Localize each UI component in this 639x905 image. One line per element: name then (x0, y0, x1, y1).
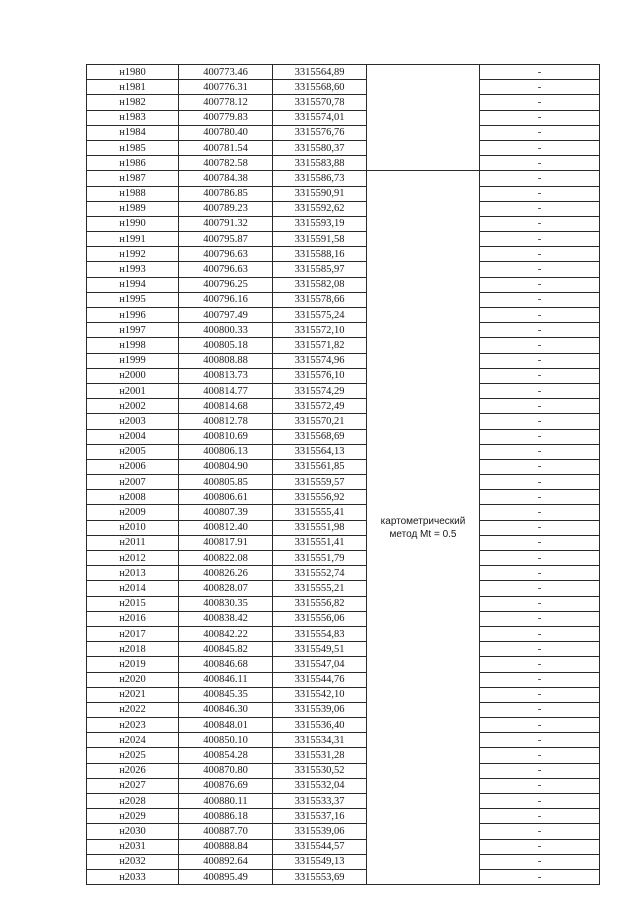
table-row (87, 292, 600, 307)
x-coordinate-cell: 400828.07 (179, 581, 273, 596)
point-name-cell: н1990 (87, 216, 179, 231)
note-cell: - (480, 794, 600, 809)
x-coordinate-cell: 400778.12 (179, 95, 273, 110)
x-coordinate-cell: 400848.01 (179, 718, 273, 733)
note-cell: - (480, 566, 600, 581)
x-coordinate-cell: 400812.40 (179, 520, 273, 535)
x-coordinate-cell: 400784.38 (179, 171, 273, 186)
y-coordinate-cell: 3315544,76 (273, 672, 367, 687)
y-coordinate-cell: 3315575,24 (273, 308, 367, 323)
note-cell: - (480, 399, 600, 414)
point-name-cell: н1999 (87, 353, 179, 368)
table-row (87, 490, 600, 505)
table-row (87, 824, 600, 839)
table-row (87, 95, 600, 110)
y-coordinate-cell: 3315568,60 (273, 80, 367, 95)
y-coordinate-cell: 3315530,52 (273, 763, 367, 778)
y-coordinate-cell: 3315564,89 (273, 65, 367, 80)
note-cell: - (480, 763, 600, 778)
y-coordinate-cell: 3315580,37 (273, 140, 367, 155)
note-cell: - (480, 232, 600, 247)
point-name-cell: н2030 (87, 824, 179, 839)
note-cell: - (480, 490, 600, 505)
point-name-cell: н2029 (87, 809, 179, 824)
y-coordinate-cell: 3315551,79 (273, 551, 367, 566)
y-coordinate-cell: 3315539,06 (273, 702, 367, 717)
y-coordinate-cell: 3315592,62 (273, 201, 367, 216)
table-row (87, 854, 600, 869)
note-cell: - (480, 475, 600, 490)
table-row (87, 368, 600, 383)
table-row (87, 65, 600, 80)
point-name-cell: н2031 (87, 839, 179, 854)
x-coordinate-cell: 400780.40 (179, 125, 273, 140)
y-coordinate-cell: 3315551,98 (273, 520, 367, 535)
point-name-cell: н1994 (87, 277, 179, 292)
note-cell: - (480, 292, 600, 307)
point-name-cell: н1982 (87, 95, 179, 110)
point-name-cell: н2017 (87, 626, 179, 641)
table-row (87, 581, 600, 596)
x-coordinate-cell: 400895.49 (179, 869, 273, 884)
x-coordinate-cell: 400812.78 (179, 414, 273, 429)
y-coordinate-cell: 3315544,57 (273, 839, 367, 854)
point-name-cell: н2013 (87, 566, 179, 581)
table-row (87, 247, 600, 262)
y-coordinate-cell: 3315583,88 (273, 156, 367, 171)
y-coordinate-cell: 3315556,92 (273, 490, 367, 505)
x-coordinate-cell: 400789.23 (179, 201, 273, 216)
y-coordinate-cell: 3315570,21 (273, 414, 367, 429)
table-row (87, 611, 600, 626)
point-name-cell: н2022 (87, 702, 179, 717)
y-coordinate-cell: 3315571,82 (273, 338, 367, 353)
table-row (87, 672, 600, 687)
x-coordinate-cell: 400887.70 (179, 824, 273, 839)
note-cell: - (480, 201, 600, 216)
table-row (87, 535, 600, 550)
note-cell: - (480, 216, 600, 231)
x-coordinate-cell: 400892.64 (179, 854, 273, 869)
y-coordinate-cell: 3315578,66 (273, 292, 367, 307)
point-name-cell: н1992 (87, 247, 179, 262)
x-coordinate-cell: 400782.58 (179, 156, 273, 171)
note-cell: - (480, 353, 600, 368)
note-cell: - (480, 642, 600, 657)
table-row (87, 156, 600, 171)
note-cell: - (480, 839, 600, 854)
note-cell: - (480, 262, 600, 277)
note-cell: - (480, 308, 600, 323)
note-cell: - (480, 551, 600, 566)
note-cell: - (480, 444, 600, 459)
y-coordinate-cell: 3315555,21 (273, 581, 367, 596)
note-cell: - (480, 65, 600, 80)
point-name-cell: н2028 (87, 794, 179, 809)
x-coordinate-cell: 400807.39 (179, 505, 273, 520)
x-coordinate-cell: 400842.22 (179, 626, 273, 641)
y-coordinate-cell: 3315549,13 (273, 854, 367, 869)
y-coordinate-cell: 3315574,29 (273, 383, 367, 398)
note-cell: - (480, 156, 600, 171)
y-coordinate-cell: 3315574,96 (273, 353, 367, 368)
method-label: картометрический (380, 515, 466, 527)
x-coordinate-cell: 400806.61 (179, 490, 273, 505)
note-cell: - (480, 626, 600, 641)
y-coordinate-cell: 3315556,82 (273, 596, 367, 611)
note-cell: - (480, 809, 600, 824)
table-row (87, 186, 600, 201)
point-name-cell: н2023 (87, 718, 179, 733)
table-row (87, 216, 600, 231)
x-coordinate-cell: 400826.26 (179, 566, 273, 581)
x-coordinate-cell: 400850.10 (179, 733, 273, 748)
point-name-cell: н2011 (87, 535, 179, 550)
point-name-cell: н1986 (87, 156, 179, 171)
y-coordinate-cell: 3315553,69 (273, 869, 367, 884)
point-name-cell: н1983 (87, 110, 179, 125)
note-cell: - (480, 338, 600, 353)
point-name-cell: н1993 (87, 262, 179, 277)
x-coordinate-cell: 400822.08 (179, 551, 273, 566)
x-coordinate-cell: 400838.42 (179, 611, 273, 626)
point-name-cell: н2019 (87, 657, 179, 672)
x-coordinate-cell: 400846.30 (179, 702, 273, 717)
x-coordinate-cell: 400796.63 (179, 247, 273, 262)
point-name-cell: н1988 (87, 186, 179, 201)
note-cell: - (480, 323, 600, 338)
x-coordinate-cell: 400814.77 (179, 383, 273, 398)
note-cell: - (480, 718, 600, 733)
y-coordinate-cell: 3315570,78 (273, 95, 367, 110)
table-row (87, 702, 600, 717)
x-coordinate-cell: 400776.31 (179, 80, 273, 95)
x-coordinate-cell: 400797.49 (179, 308, 273, 323)
table-row (87, 399, 600, 414)
table-row (87, 323, 600, 338)
table-row (87, 429, 600, 444)
note-cell: - (480, 824, 600, 839)
table-row (87, 201, 600, 216)
table-row (87, 80, 600, 95)
y-coordinate-cell: 3315532,04 (273, 778, 367, 793)
x-coordinate-cell: 400805.85 (179, 475, 273, 490)
table-row (87, 657, 600, 672)
x-coordinate-cell: 400796.63 (179, 262, 273, 277)
note-cell: - (480, 672, 600, 687)
point-name-cell: н2002 (87, 399, 179, 414)
x-coordinate-cell: 400773.46 (179, 65, 273, 80)
method-cell (367, 171, 480, 885)
y-coordinate-cell: 3315591,58 (273, 232, 367, 247)
note-cell: - (480, 702, 600, 717)
point-name-cell: н1987 (87, 171, 179, 186)
table-row (87, 262, 600, 277)
point-name-cell: н1989 (87, 201, 179, 216)
point-name-cell: н1998 (87, 338, 179, 353)
x-coordinate-cell: 400876.69 (179, 778, 273, 793)
note-cell: - (480, 429, 600, 444)
method-cell-upper (367, 65, 480, 171)
note-cell: - (480, 505, 600, 520)
note-cell: - (480, 535, 600, 550)
note-cell: - (480, 368, 600, 383)
point-name-cell: н2000 (87, 368, 179, 383)
point-name-cell: н1995 (87, 292, 179, 307)
point-name-cell: н1984 (87, 125, 179, 140)
table-row (87, 338, 600, 353)
note-cell: - (480, 80, 600, 95)
y-coordinate-cell: 3315576,76 (273, 125, 367, 140)
table-row (87, 459, 600, 474)
x-coordinate-cell: 400845.82 (179, 642, 273, 657)
note-cell: - (480, 125, 600, 140)
point-name-cell: н2032 (87, 854, 179, 869)
y-coordinate-cell: 3315586,73 (273, 171, 367, 186)
x-coordinate-cell: 400806.13 (179, 444, 273, 459)
table-row (87, 809, 600, 824)
point-name-cell: н2010 (87, 520, 179, 535)
x-coordinate-cell: 400796.16 (179, 292, 273, 307)
x-coordinate-cell: 400817.91 (179, 535, 273, 550)
table-row (87, 566, 600, 581)
note-cell: - (480, 95, 600, 110)
table-row (87, 551, 600, 566)
table-row (87, 232, 600, 247)
y-coordinate-cell: 3315582,08 (273, 277, 367, 292)
y-coordinate-cell: 3315564,13 (273, 444, 367, 459)
y-coordinate-cell: 3315561,85 (273, 459, 367, 474)
table-row (87, 839, 600, 854)
y-coordinate-cell: 3315572,49 (273, 399, 367, 414)
x-coordinate-cell: 400854.28 (179, 748, 273, 763)
point-name-cell: н2025 (87, 748, 179, 763)
note-cell: - (480, 657, 600, 672)
point-name-cell: н2033 (87, 869, 179, 884)
table-row (87, 110, 600, 125)
table-row (87, 383, 600, 398)
y-coordinate-cell: 3315533,37 (273, 794, 367, 809)
note-cell: - (480, 596, 600, 611)
coordinates-table-body (87, 65, 600, 885)
y-coordinate-cell: 3315572,10 (273, 323, 367, 338)
x-coordinate-cell: 400810.69 (179, 429, 273, 444)
x-coordinate-cell: 400804.90 (179, 459, 273, 474)
point-name-cell: н2003 (87, 414, 179, 429)
point-name-cell: н1980 (87, 65, 179, 80)
point-name-cell: н2026 (87, 763, 179, 778)
table-row (87, 520, 600, 535)
point-name-cell: н2001 (87, 383, 179, 398)
table-row (87, 718, 600, 733)
point-name-cell: н2014 (87, 581, 179, 596)
point-name-cell: н2008 (87, 490, 179, 505)
point-name-cell: н2012 (87, 551, 179, 566)
point-name-cell: н2015 (87, 596, 179, 611)
x-coordinate-cell: 400845.35 (179, 687, 273, 702)
point-name-cell: н2016 (87, 611, 179, 626)
x-coordinate-cell: 400880.11 (179, 794, 273, 809)
note-cell: - (480, 611, 600, 626)
point-name-cell: н2009 (87, 505, 179, 520)
y-coordinate-cell: 3315542,10 (273, 687, 367, 702)
point-name-cell: н2021 (87, 687, 179, 702)
note-cell: - (480, 110, 600, 125)
table-row (87, 733, 600, 748)
y-coordinate-cell: 3315547,04 (273, 657, 367, 672)
note-cell: - (480, 383, 600, 398)
table-row (87, 642, 600, 657)
y-coordinate-cell: 3315531,28 (273, 748, 367, 763)
point-name-cell: н2027 (87, 778, 179, 793)
table-row (87, 505, 600, 520)
table-row (87, 308, 600, 323)
point-name-cell: н2005 (87, 444, 179, 459)
y-coordinate-cell: 3315536,40 (273, 718, 367, 733)
table-row (87, 125, 600, 140)
note-cell: - (480, 733, 600, 748)
y-coordinate-cell: 3315534,31 (273, 733, 367, 748)
y-coordinate-cell: 3315555,41 (273, 505, 367, 520)
point-name-cell: н2006 (87, 459, 179, 474)
point-name-cell: н1991 (87, 232, 179, 247)
table-row (87, 869, 600, 884)
note-cell: - (480, 186, 600, 201)
table-row (87, 763, 600, 778)
note-cell: - (480, 140, 600, 155)
y-coordinate-cell: 3315556,06 (273, 611, 367, 626)
note-cell: - (480, 459, 600, 474)
x-coordinate-cell: 400870.80 (179, 763, 273, 778)
table-row (87, 687, 600, 702)
x-coordinate-cell: 400888.84 (179, 839, 273, 854)
y-coordinate-cell: 3315554,83 (273, 626, 367, 641)
table-row (87, 171, 600, 186)
x-coordinate-cell: 400808.88 (179, 353, 273, 368)
y-coordinate-cell: 3315593,19 (273, 216, 367, 231)
table-row (87, 778, 600, 793)
x-coordinate-cell: 400846.68 (179, 657, 273, 672)
y-coordinate-cell: 3315549,51 (273, 642, 367, 657)
point-name-cell: н1981 (87, 80, 179, 95)
table-row (87, 444, 600, 459)
x-coordinate-cell: 400795.87 (179, 232, 273, 247)
method-accuracy-label: метод Mt = 0.5 (389, 528, 457, 540)
point-name-cell: н1985 (87, 140, 179, 155)
note-cell: - (480, 687, 600, 702)
point-name-cell: н2004 (87, 429, 179, 444)
table-row (87, 414, 600, 429)
y-coordinate-cell: 3315537,16 (273, 809, 367, 824)
x-coordinate-cell: 400886.18 (179, 809, 273, 824)
y-coordinate-cell: 3315574,01 (273, 110, 367, 125)
x-coordinate-cell: 400791.32 (179, 216, 273, 231)
note-cell: - (480, 581, 600, 596)
table-row (87, 277, 600, 292)
note-cell: - (480, 778, 600, 793)
table-row (87, 353, 600, 368)
table-row (87, 748, 600, 763)
note-cell: - (480, 869, 600, 884)
note-cell: - (480, 277, 600, 292)
x-coordinate-cell: 400830.35 (179, 596, 273, 611)
y-coordinate-cell: 3315559,57 (273, 475, 367, 490)
x-coordinate-cell: 400813.73 (179, 368, 273, 383)
x-coordinate-cell: 400846.11 (179, 672, 273, 687)
y-coordinate-cell: 3315568,69 (273, 429, 367, 444)
point-name-cell: н2018 (87, 642, 179, 657)
x-coordinate-cell: 400781.54 (179, 140, 273, 155)
note-cell: - (480, 748, 600, 763)
note-cell: - (480, 520, 600, 535)
x-coordinate-cell: 400779.83 (179, 110, 273, 125)
table-row (87, 794, 600, 809)
note-cell: - (480, 854, 600, 869)
table-row (87, 626, 600, 641)
x-coordinate-cell: 400814.68 (179, 399, 273, 414)
point-name-cell: н2020 (87, 672, 179, 687)
note-cell: - (480, 247, 600, 262)
y-coordinate-cell: 3315551,41 (273, 535, 367, 550)
y-coordinate-cell: 3315576,10 (273, 368, 367, 383)
y-coordinate-cell: 3315590,91 (273, 186, 367, 201)
y-coordinate-cell: 3315539,06 (273, 824, 367, 839)
x-coordinate-cell: 400805.18 (179, 338, 273, 353)
point-name-cell: н2007 (87, 475, 179, 490)
point-name-cell: н1996 (87, 308, 179, 323)
x-coordinate-cell: 400786.85 (179, 186, 273, 201)
note-cell: - (480, 171, 600, 186)
table-row (87, 140, 600, 155)
coordinates-table (86, 64, 600, 885)
point-name-cell: н2024 (87, 733, 179, 748)
table-row (87, 475, 600, 490)
x-coordinate-cell: 400800.33 (179, 323, 273, 338)
y-coordinate-cell: 3315588,16 (273, 247, 367, 262)
y-coordinate-cell: 3315552,74 (273, 566, 367, 581)
table-row (87, 596, 600, 611)
x-coordinate-cell: 400796.25 (179, 277, 273, 292)
y-coordinate-cell: 3315585,97 (273, 262, 367, 277)
point-name-cell: н1997 (87, 323, 179, 338)
note-cell: - (480, 414, 600, 429)
